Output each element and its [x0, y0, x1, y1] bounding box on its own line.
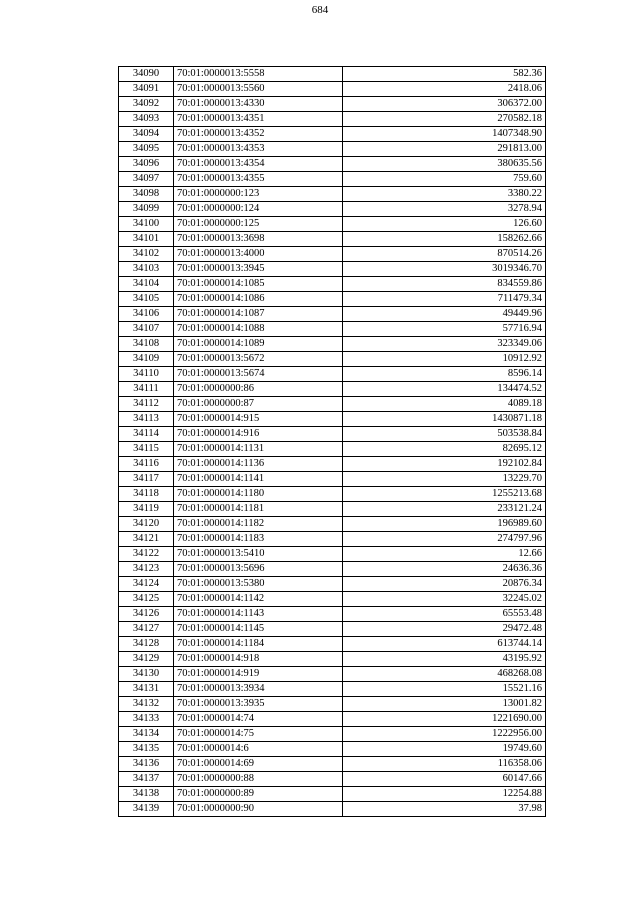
row-number-cell: 34130 [119, 667, 174, 682]
cadastral-number-cell: 70:01:0000000:124 [174, 202, 343, 217]
row-number-cell: 34113 [119, 412, 174, 427]
table-row [119, 217, 546, 232]
table-row [119, 562, 546, 577]
cadastral-number-cell: 70:01:0000013:5672 [174, 352, 343, 367]
cadastral-number-cell: 70:01:0000013:3945 [174, 262, 343, 277]
cadastral-number-cell: 70:01:0000014:1085 [174, 277, 343, 292]
value-cell: 834559.86 [343, 277, 546, 292]
value-cell: 49449.96 [343, 307, 546, 322]
row-number-cell: 34112 [119, 397, 174, 412]
value-cell: 3278.94 [343, 202, 546, 217]
value-cell: 116358.06 [343, 757, 546, 772]
table-row [119, 172, 546, 187]
row-number-cell: 34139 [119, 802, 174, 817]
cadastral-number-cell: 70:01:0000014:1181 [174, 502, 343, 517]
cadastral-number-cell: 70:01:0000013:5410 [174, 547, 343, 562]
row-number-cell: 34093 [119, 112, 174, 127]
row-number-cell: 34136 [119, 757, 174, 772]
row-number-cell: 34110 [119, 367, 174, 382]
row-number-cell: 34134 [119, 727, 174, 742]
cadastral-number-cell: 70:01:0000013:5696 [174, 562, 343, 577]
value-cell: 1407348.90 [343, 127, 546, 142]
value-cell: 503538.84 [343, 427, 546, 442]
cadastral-number-cell: 70:01:0000014:915 [174, 412, 343, 427]
cadastral-number-cell: 70:01:0000000:86 [174, 382, 343, 397]
value-cell: 57716.94 [343, 322, 546, 337]
value-cell: 4089.18 [343, 397, 546, 412]
value-cell: 1430871.18 [343, 412, 546, 427]
value-cell: 20876.34 [343, 577, 546, 592]
value-cell: 134474.52 [343, 382, 546, 397]
table-row [119, 652, 546, 667]
value-cell: 196989.60 [343, 517, 546, 532]
cadastral-number-cell: 70:01:0000013:5380 [174, 577, 343, 592]
table-row [119, 532, 546, 547]
cadastral-number-cell: 70:01:0000013:3698 [174, 232, 343, 247]
value-cell: 291813.00 [343, 142, 546, 157]
row-number-cell: 34128 [119, 637, 174, 652]
row-number-cell: 34104 [119, 277, 174, 292]
table-row [119, 127, 546, 142]
value-cell: 37.98 [343, 802, 546, 817]
value-cell: 274797.96 [343, 532, 546, 547]
cadastral-number-cell: 70:01:0000013:5674 [174, 367, 343, 382]
table-row [119, 187, 546, 202]
table-row [119, 427, 546, 442]
table-row [119, 682, 546, 697]
table-row [119, 517, 546, 532]
row-number-cell: 34105 [119, 292, 174, 307]
table-row [119, 67, 546, 82]
table-row [119, 352, 546, 367]
cadastral-number-cell: 70:01:0000013:4330 [174, 97, 343, 112]
table-row [119, 82, 546, 97]
table-row [119, 727, 546, 742]
row-number-cell: 34131 [119, 682, 174, 697]
row-number-cell: 34119 [119, 502, 174, 517]
value-cell: 192102.84 [343, 457, 546, 472]
table-row [119, 337, 546, 352]
row-number-cell: 34106 [119, 307, 174, 322]
cadastral-number-cell: 70:01:0000014:1184 [174, 637, 343, 652]
value-cell: 29472.48 [343, 622, 546, 637]
table-row [119, 607, 546, 622]
row-number-cell: 34126 [119, 607, 174, 622]
row-number-cell: 34115 [119, 442, 174, 457]
cadastral-number-cell: 70:01:0000013:4351 [174, 112, 343, 127]
table-row [119, 157, 546, 172]
cadastral-number-cell: 70:01:0000013:3934 [174, 682, 343, 697]
cadastral-number-cell: 70:01:0000014:919 [174, 667, 343, 682]
row-number-cell: 34118 [119, 487, 174, 502]
row-number-cell: 34103 [119, 262, 174, 277]
value-cell: 158262.66 [343, 232, 546, 247]
value-cell: 1255213.68 [343, 487, 546, 502]
cadastral-number-cell: 70:01:0000013:5560 [174, 82, 343, 97]
table-row [119, 397, 546, 412]
table-row [119, 757, 546, 772]
table-row [119, 97, 546, 112]
row-number-cell: 34092 [119, 97, 174, 112]
table-row [119, 367, 546, 382]
row-number-cell: 34100 [119, 217, 174, 232]
row-number-cell: 34099 [119, 202, 174, 217]
row-number-cell: 34094 [119, 127, 174, 142]
value-cell: 82695.12 [343, 442, 546, 457]
cadastral-number-cell: 70:01:0000000:90 [174, 802, 343, 817]
row-number-cell: 34111 [119, 382, 174, 397]
row-number-cell: 34090 [119, 67, 174, 82]
table-row [119, 502, 546, 517]
value-cell: 12.66 [343, 547, 546, 562]
value-cell: 306372.00 [343, 97, 546, 112]
table-row [119, 472, 546, 487]
cadastral-number-cell: 70:01:0000014:1183 [174, 532, 343, 547]
value-cell: 8596.14 [343, 367, 546, 382]
value-cell: 2418.06 [343, 82, 546, 97]
row-number-cell: 34091 [119, 82, 174, 97]
cadastral-number-cell: 70:01:0000014:1136 [174, 457, 343, 472]
table-row [119, 202, 546, 217]
cadastral-number-cell: 70:01:0000014:1088 [174, 322, 343, 337]
cadastral-number-cell: 70:01:0000013:4352 [174, 127, 343, 142]
row-number-cell: 34117 [119, 472, 174, 487]
row-number-cell: 34137 [119, 772, 174, 787]
value-cell: 380635.56 [343, 157, 546, 172]
row-number-cell: 34116 [119, 457, 174, 472]
cadastral-number-cell: 70:01:0000013:5558 [174, 67, 343, 82]
cadastral-number-cell: 70:01:0000014:1087 [174, 307, 343, 322]
table-row [119, 112, 546, 127]
table-row [119, 577, 546, 592]
table-row [119, 142, 546, 157]
value-cell: 13229.70 [343, 472, 546, 487]
table-row [119, 262, 546, 277]
row-number-cell: 34135 [119, 742, 174, 757]
cadastral-number-cell: 70:01:0000014:6 [174, 742, 343, 757]
row-number-cell: 34133 [119, 712, 174, 727]
table-row [119, 637, 546, 652]
row-number-cell: 34108 [119, 337, 174, 352]
data-table [118, 66, 546, 817]
row-number-cell: 34107 [119, 322, 174, 337]
cadastral-number-cell: 70:01:0000014:75 [174, 727, 343, 742]
row-number-cell: 34114 [119, 427, 174, 442]
cadastral-number-cell: 70:01:0000013:4353 [174, 142, 343, 157]
cadastral-number-cell: 70:01:0000014:1089 [174, 337, 343, 352]
cadastral-number-cell: 70:01:0000014:1182 [174, 517, 343, 532]
table-row [119, 802, 546, 817]
value-cell: 13001.82 [343, 697, 546, 712]
table-row [119, 487, 546, 502]
cadastral-number-cell: 70:01:0000014:1086 [174, 292, 343, 307]
value-cell: 711479.34 [343, 292, 546, 307]
page-number: 684 [311, 4, 329, 16]
cadastral-number-cell: 70:01:0000013:3935 [174, 697, 343, 712]
value-cell: 3380.22 [343, 187, 546, 202]
value-cell: 233121.24 [343, 502, 546, 517]
cadastral-number-cell: 70:01:0000000:89 [174, 787, 343, 802]
value-cell: 65553.48 [343, 607, 546, 622]
row-number-cell: 34109 [119, 352, 174, 367]
value-cell: 582.36 [343, 67, 546, 82]
row-number-cell: 34124 [119, 577, 174, 592]
value-cell: 126.60 [343, 217, 546, 232]
table-row [119, 772, 546, 787]
table-row [119, 547, 546, 562]
cadastral-number-cell: 70:01:0000000:88 [174, 772, 343, 787]
value-cell: 60147.66 [343, 772, 546, 787]
value-cell: 468268.08 [343, 667, 546, 682]
table-row [119, 742, 546, 757]
table-row [119, 247, 546, 262]
cadastral-number-cell: 70:01:0000013:4354 [174, 157, 343, 172]
cadastral-number-cell: 70:01:0000014:918 [174, 652, 343, 667]
cadastral-number-cell: 70:01:0000000:125 [174, 217, 343, 232]
table-row [119, 787, 546, 802]
cadastral-number-cell: 70:01:0000014:1180 [174, 487, 343, 502]
row-number-cell: 34096 [119, 157, 174, 172]
value-cell: 870514.26 [343, 247, 546, 262]
value-cell: 323349.06 [343, 337, 546, 352]
value-cell: 32245.02 [343, 592, 546, 607]
cadastral-number-cell: 70:01:0000013:4000 [174, 247, 343, 262]
row-number-cell: 34121 [119, 532, 174, 547]
table-row [119, 622, 546, 637]
cadastral-number-cell: 70:01:0000014:1142 [174, 592, 343, 607]
table-row [119, 382, 546, 397]
value-cell: 15521.16 [343, 682, 546, 697]
row-number-cell: 34127 [119, 622, 174, 637]
cadastral-number-cell: 70:01:0000014:74 [174, 712, 343, 727]
row-number-cell: 34129 [119, 652, 174, 667]
table-row [119, 292, 546, 307]
row-number-cell: 34132 [119, 697, 174, 712]
value-cell: 1221690.00 [343, 712, 546, 727]
cadastral-number-cell: 70:01:0000014:1141 [174, 472, 343, 487]
cadastral-number-cell: 70:01:0000013:4355 [174, 172, 343, 187]
value-cell: 10912.92 [343, 352, 546, 367]
table-row [119, 232, 546, 247]
row-number-cell: 34138 [119, 787, 174, 802]
row-number-cell: 34095 [119, 142, 174, 157]
cadastral-number-cell: 70:01:0000014:916 [174, 427, 343, 442]
row-number-cell: 34101 [119, 232, 174, 247]
table-body [119, 67, 546, 817]
cadastral-number-cell: 70:01:0000000:87 [174, 397, 343, 412]
value-cell: 12254.88 [343, 787, 546, 802]
value-cell: 24636.36 [343, 562, 546, 577]
table-row [119, 322, 546, 337]
table-row [119, 277, 546, 292]
table-row [119, 307, 546, 322]
value-cell: 1222956.00 [343, 727, 546, 742]
row-number-cell: 34120 [119, 517, 174, 532]
table-row [119, 592, 546, 607]
cadastral-number-cell: 70:01:0000014:69 [174, 757, 343, 772]
value-cell: 3019346.70 [343, 262, 546, 277]
table-row [119, 697, 546, 712]
cadastral-number-cell: 70:01:0000014:1145 [174, 622, 343, 637]
row-number-cell: 34098 [119, 187, 174, 202]
row-number-cell: 34123 [119, 562, 174, 577]
table-row [119, 712, 546, 727]
table-row [119, 667, 546, 682]
row-number-cell: 34122 [119, 547, 174, 562]
value-cell: 759.60 [343, 172, 546, 187]
row-number-cell: 34125 [119, 592, 174, 607]
value-cell: 613744.14 [343, 637, 546, 652]
cadastral-number-cell: 70:01:0000014:1143 [174, 607, 343, 622]
value-cell: 43195.92 [343, 652, 546, 667]
cadastral-number-cell: 70:01:0000014:1131 [174, 442, 343, 457]
table-row [119, 457, 546, 472]
cadastral-number-cell: 70:01:0000000:123 [174, 187, 343, 202]
value-cell: 270582.18 [343, 112, 546, 127]
row-number-cell: 34102 [119, 247, 174, 262]
table-row [119, 412, 546, 427]
row-number-cell: 34097 [119, 172, 174, 187]
table-row [119, 442, 546, 457]
value-cell: 19749.60 [343, 742, 546, 757]
